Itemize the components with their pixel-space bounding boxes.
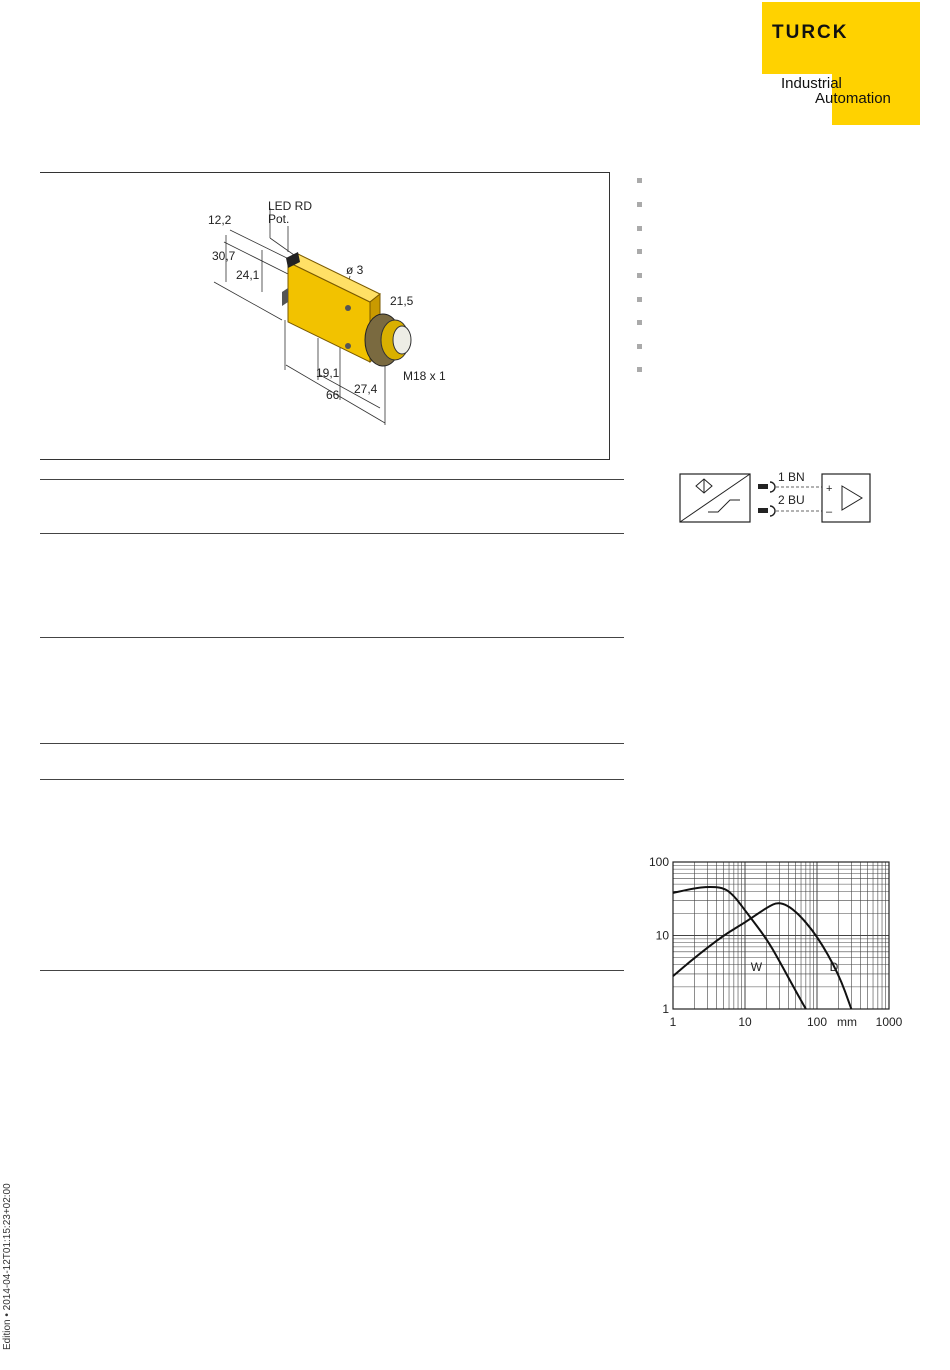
logo-tagline-automation: Automation bbox=[815, 90, 891, 107]
dim-66: 66 bbox=[326, 388, 340, 402]
mounting-hole bbox=[345, 305, 351, 311]
section-divider bbox=[40, 637, 624, 638]
excess-gain-chart bbox=[630, 845, 930, 1045]
dim-27-4: 27,4 bbox=[354, 382, 378, 396]
wire2-pin bbox=[758, 508, 768, 513]
feature-bullet bbox=[637, 178, 642, 183]
lens bbox=[393, 326, 411, 354]
logo-tagline-industrial: Industrial bbox=[781, 75, 842, 92]
series-label-D: D bbox=[829, 959, 839, 974]
edition-stamp: Edition • 2014-04-12T01:15:23+02:00 bbox=[2, 1183, 13, 1350]
x-tick-label: 1 bbox=[669, 1015, 677, 1029]
x-tick-label: 10 bbox=[738, 1015, 752, 1029]
y-tick-label: 100 bbox=[648, 855, 669, 869]
wiring-diagram bbox=[678, 466, 878, 530]
section-divider bbox=[40, 533, 624, 534]
feature-bullet bbox=[637, 202, 642, 207]
minus-sign: – bbox=[826, 506, 833, 518]
chart-grid bbox=[673, 862, 889, 1009]
connector-pin bbox=[282, 288, 288, 306]
y-tick-label: 1 bbox=[662, 1002, 669, 1016]
mounting-hole bbox=[345, 343, 351, 349]
feature-bullet bbox=[637, 344, 642, 349]
dim-12-2: 12,2 bbox=[208, 213, 232, 227]
dim-diameter-3: ø 3 bbox=[346, 263, 364, 277]
feature-bullet bbox=[637, 226, 642, 231]
dim-21-5: 21,5 bbox=[390, 294, 414, 308]
x-axis-unit: mm bbox=[837, 1015, 857, 1029]
series-label-W: W bbox=[750, 959, 763, 974]
section-divider bbox=[40, 779, 624, 780]
dim-30-7: 30,7 bbox=[212, 249, 236, 263]
sensor-symbol-diagonal bbox=[680, 474, 750, 522]
dim-19-1: 19,1 bbox=[316, 366, 340, 380]
wire2-label: 2 BU bbox=[778, 493, 805, 507]
wire1-pin bbox=[758, 484, 768, 489]
section-divider bbox=[40, 970, 624, 971]
plus-sign: + bbox=[826, 483, 833, 495]
feature-bullet bbox=[637, 249, 642, 254]
brand-logo: TURCK bbox=[772, 22, 849, 43]
x-tick-label: 100 bbox=[806, 1015, 828, 1029]
thread-label: M18 x 1 bbox=[403, 369, 446, 383]
series-line-D bbox=[673, 903, 851, 1009]
label-led: LED RD bbox=[268, 199, 313, 213]
label-pot: Pot. bbox=[268, 212, 290, 226]
load-triangle-icon bbox=[842, 486, 862, 510]
feature-bullet bbox=[637, 367, 642, 372]
section-divider bbox=[40, 479, 624, 480]
feature-bullet bbox=[637, 273, 642, 278]
dimension-drawing bbox=[190, 190, 470, 440]
y-tick-label: 10 bbox=[655, 928, 669, 943]
feature-bullet bbox=[637, 297, 642, 302]
feature-bullet bbox=[637, 320, 642, 325]
dim-24-1: 24,1 bbox=[236, 268, 260, 282]
section-divider bbox=[40, 743, 624, 744]
x-tick-label: 1000 bbox=[875, 1015, 903, 1029]
wire1-label: 1 BN bbox=[778, 470, 805, 484]
switching-function-icon bbox=[708, 500, 740, 512]
